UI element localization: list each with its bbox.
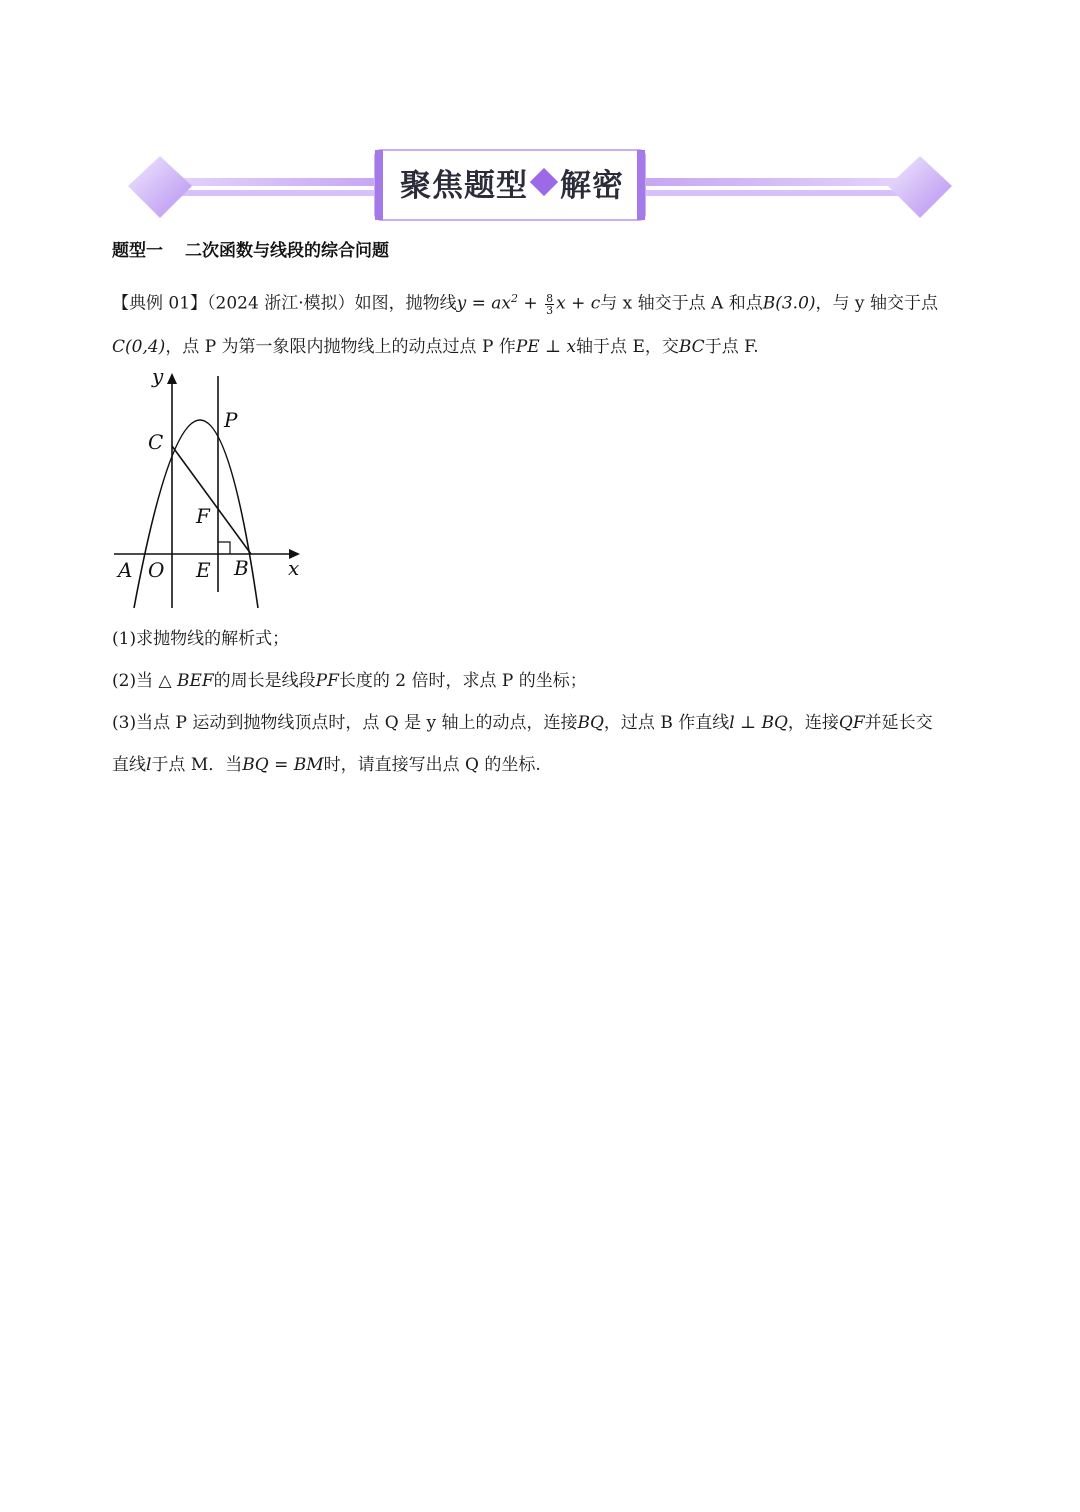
section-label: 题型一 — [112, 241, 163, 261]
question-2-text-a: (2)当 △ — [112, 671, 177, 691]
segment-bc: BC — [678, 337, 705, 357]
fraction-denominator: 3 — [546, 303, 554, 317]
example-tag: 【典例 01】 — [112, 293, 208, 314]
equation-part-2: x + c — [556, 293, 601, 314]
equation-part-1: y = ax — [456, 293, 512, 314]
banner-diamond-right — [888, 156, 952, 218]
banner-title — [378, 150, 646, 214]
section-title: 二次函数与线段的综合问题 — [185, 241, 389, 261]
question-3-text-d: 并延长交 — [864, 713, 933, 733]
banner-bar-right-bottom — [645, 190, 905, 196]
line-l: l — [146, 755, 152, 775]
question-3-text-g: 时，请直接写出点 Q 的坐标. — [323, 755, 541, 775]
section-heading — [112, 236, 389, 261]
question-1: (1)求抛物线的解析式； — [112, 629, 290, 649]
fraction-numerator: 8 — [546, 291, 554, 305]
equation-fraction — [545, 293, 554, 316]
question-3-line-1 — [112, 710, 933, 736]
question-3-text-c: ，连接 — [787, 713, 839, 733]
example-text-2b: 轴于点 E，交 — [576, 337, 679, 357]
banner-bar-right-top — [645, 178, 905, 186]
line-l-perp-bq: l ⊥ BQ — [729, 713, 788, 733]
label-e: E — [196, 558, 211, 582]
label-y: y — [152, 364, 164, 388]
question-3-text-f: 于点 M．当 — [151, 755, 243, 775]
segment-qf: QF — [838, 713, 865, 733]
question-2-text-b: 的周长是线段 — [213, 671, 316, 691]
question-3-text-b: ，过点 B 作直线 — [603, 713, 730, 733]
point-b: B(3.0) — [762, 293, 816, 314]
banner-bar-left-top — [170, 178, 380, 186]
equation-plus: + — [518, 293, 544, 314]
segment-bq: BQ — [577, 713, 604, 733]
label-x: x — [288, 556, 300, 580]
example-text-1a: 如图，抛物线 — [354, 293, 457, 314]
label-f: F — [196, 504, 210, 528]
question-2-text-c: 长度的 2 倍时，求点 P 的坐标； — [338, 671, 587, 691]
example-text-1c: ，与 y 轴交于点 — [815, 293, 938, 314]
label-p: P — [224, 408, 238, 432]
example-line-2 — [112, 334, 972, 360]
equation-exponent: 2 — [511, 292, 519, 305]
y-axis-arrow — [167, 373, 177, 384]
pe-perpendicular: PE ⊥ x — [515, 337, 577, 357]
question-3-line-2 — [112, 752, 541, 778]
banner-diamond-left — [128, 156, 192, 218]
example-source: （2024 浙江·模拟） — [207, 293, 355, 314]
diamond-separator-icon — [530, 168, 558, 196]
banner-bar-left-bottom — [170, 190, 380, 196]
triangle-bef: BEF — [176, 671, 214, 691]
label-c: C — [148, 430, 164, 454]
label-o: O — [148, 558, 165, 582]
right-angle-marker — [218, 542, 230, 554]
question-3-text-a: (3)当点 P 运动到抛物线顶点时，点 Q 是 y 轴上的动点，连接 — [112, 713, 578, 733]
example-text-2c: 于点 F. — [704, 337, 759, 357]
banner-title-right: 解密 — [560, 167, 624, 204]
segment-pf: PF — [315, 671, 339, 691]
equation-bq-bm: BQ = BM — [242, 755, 324, 775]
parabola-figure — [108, 362, 308, 614]
question-3-text-e: 直线 — [112, 755, 146, 775]
example-line-1 — [112, 286, 972, 317]
label-b: B — [234, 556, 249, 580]
example-text-1b: 与 x 轴交于点 A 和点 — [600, 293, 763, 314]
point-c: C(0,4) — [112, 337, 166, 357]
banner-title-left: 聚焦题型 — [400, 167, 528, 204]
question-2 — [112, 668, 587, 694]
example-text-2a: ，点 P 为第一象限内抛物线上的动点过点 P 作 — [165, 337, 516, 357]
label-a: A — [118, 558, 133, 582]
